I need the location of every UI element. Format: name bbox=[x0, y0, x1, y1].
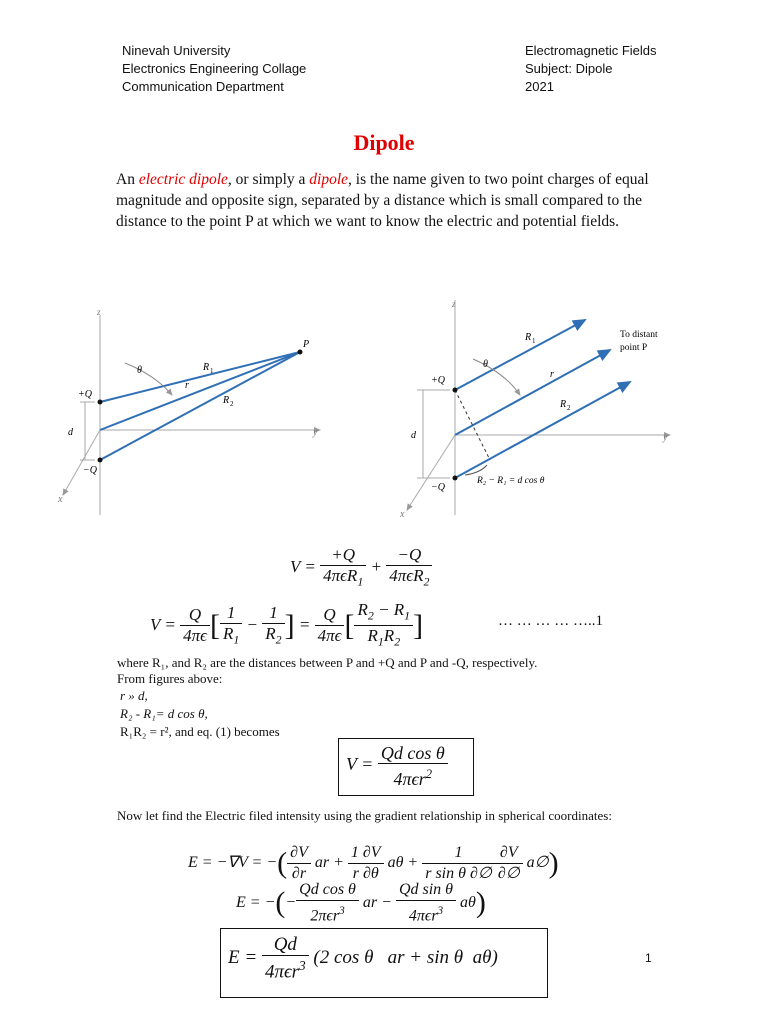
text-from-figures: From figures above: bbox=[117, 671, 223, 686]
term-dipole: dipole bbox=[309, 171, 349, 188]
label-r2-sub: 2 bbox=[230, 400, 234, 408]
intro-paragraph bbox=[116, 169, 660, 232]
dipole-figure-right bbox=[395, 295, 705, 520]
course-name: Electromagnetic Fields bbox=[525, 43, 657, 58]
label-distant: To distant bbox=[620, 330, 658, 340]
label-r2: R bbox=[560, 399, 567, 410]
equation-number-1: … … … … …..1 bbox=[498, 613, 603, 629]
label-x: x bbox=[400, 509, 405, 520]
label-d: d bbox=[411, 430, 416, 441]
page-number: 1 bbox=[645, 951, 652, 965]
label-r1: R bbox=[525, 332, 532, 343]
label-r: r bbox=[185, 380, 189, 391]
header-right bbox=[525, 42, 657, 96]
text-electric-field-intro: Now let find the Electric filed intensity using the gradient relationship in spherical coordinates: bbox=[117, 808, 612, 823]
college-name: Electronics Engineering Collage bbox=[122, 61, 307, 76]
label-path-difference: R₂ − R₁ = d cos θ bbox=[477, 476, 545, 486]
equation-potential-result: V = $\frac{\text{Qd cos θ}}{4\pi\epsilon r^2}$ bbox=[346, 743, 448, 789]
text-where: where R₁, and R₂ are the distances between P and +Q and P and -Q, respectively. bbox=[117, 655, 538, 670]
dipole-figure-left bbox=[55, 305, 345, 520]
label-r1-sub: 1 bbox=[532, 337, 536, 345]
label-minus-q: −Q bbox=[431, 482, 445, 493]
intro-an: An bbox=[116, 171, 139, 188]
label-plus-q: +Q bbox=[431, 375, 445, 386]
label-x: x bbox=[58, 494, 63, 505]
equation-gradient: E = −∇V = −( $\frac{\partial V}{\partial r}$ ar + $\frac{1 \partial V}{r \partial\theta}$ aθ + $\frac{1}{\text{r sin θ ∂∅}}$ $\frac{\partial V}{\partial\emptyset}$ a∅) bbox=[188, 844, 559, 882]
condition-path-difference: R₂ - R₁= d cos θ, bbox=[120, 706, 208, 721]
university-name: Ninevah University bbox=[122, 43, 231, 58]
label-z: z bbox=[97, 307, 101, 317]
equation-potential-sum: V = $\frac{+Q}{4\pi\epsilon R_1}$ + $\frac{-Q}{4\pi\epsilon R_2}$ bbox=[290, 545, 432, 591]
label-z: z bbox=[452, 299, 456, 309]
intro-rest: , is the name given to two point charges of equal magnitude and opposite sign, separated by a distance which is small compared to the distance to the point P at which we want to know the electric and potential fields. bbox=[116, 171, 649, 230]
label-r1-sub: 1 bbox=[210, 367, 214, 375]
label-y: y bbox=[313, 427, 318, 438]
label-theta: θ bbox=[483, 359, 488, 370]
page-title: Dipole bbox=[353, 130, 415, 155]
label-d: d bbox=[68, 427, 73, 438]
label-r2: R bbox=[223, 395, 230, 406]
subject-name: Subject: Dipole bbox=[525, 61, 613, 76]
label-distant-2: point P bbox=[620, 343, 648, 353]
year: 2021 bbox=[525, 79, 554, 94]
label-theta: θ bbox=[137, 365, 142, 376]
label-p: P bbox=[303, 339, 310, 350]
equation-field-components: E = −(− $\frac{\text{Qd cos θ}}{2\pi\epsilon r^3}$ ar − $\frac{\text{Qd sin θ}}{4\pi\epsilon r^3}$ aθ) bbox=[236, 881, 486, 925]
header-left bbox=[122, 42, 306, 96]
equation-potential-combined: V = $\frac{Q}{4\pi\epsilon}$ [ $\frac{1}{R_1}$ − $\frac{1}{R_2}$ ] = $\frac{Q}{4\pi\epsilon}$ [ $\frac{R_2 - R_1}{R_1R_2}$ ] bbox=[150, 600, 424, 649]
label-r2-sub: 2 bbox=[567, 404, 571, 412]
label-y: y bbox=[663, 432, 668, 443]
label-plus-q: +Q bbox=[78, 389, 92, 400]
intro-mid: , or simply a bbox=[227, 171, 310, 188]
condition-product: R₁R₂ = r², and eq. (1) becomes bbox=[120, 724, 280, 739]
department-name: Communication Department bbox=[122, 79, 284, 94]
label-minus-q: −Q bbox=[83, 465, 97, 476]
equation-field-result: E = $\frac{Qd}{4\pi\epsilon r^3}$ (2 cos θ ar + sin θ aθ) bbox=[228, 934, 498, 983]
label-r: r bbox=[550, 369, 554, 380]
label-r1: R bbox=[203, 362, 210, 373]
term-electric-dipole: electric dipole bbox=[138, 171, 228, 188]
condition-r-much-greater-d: r » d, bbox=[120, 688, 148, 703]
